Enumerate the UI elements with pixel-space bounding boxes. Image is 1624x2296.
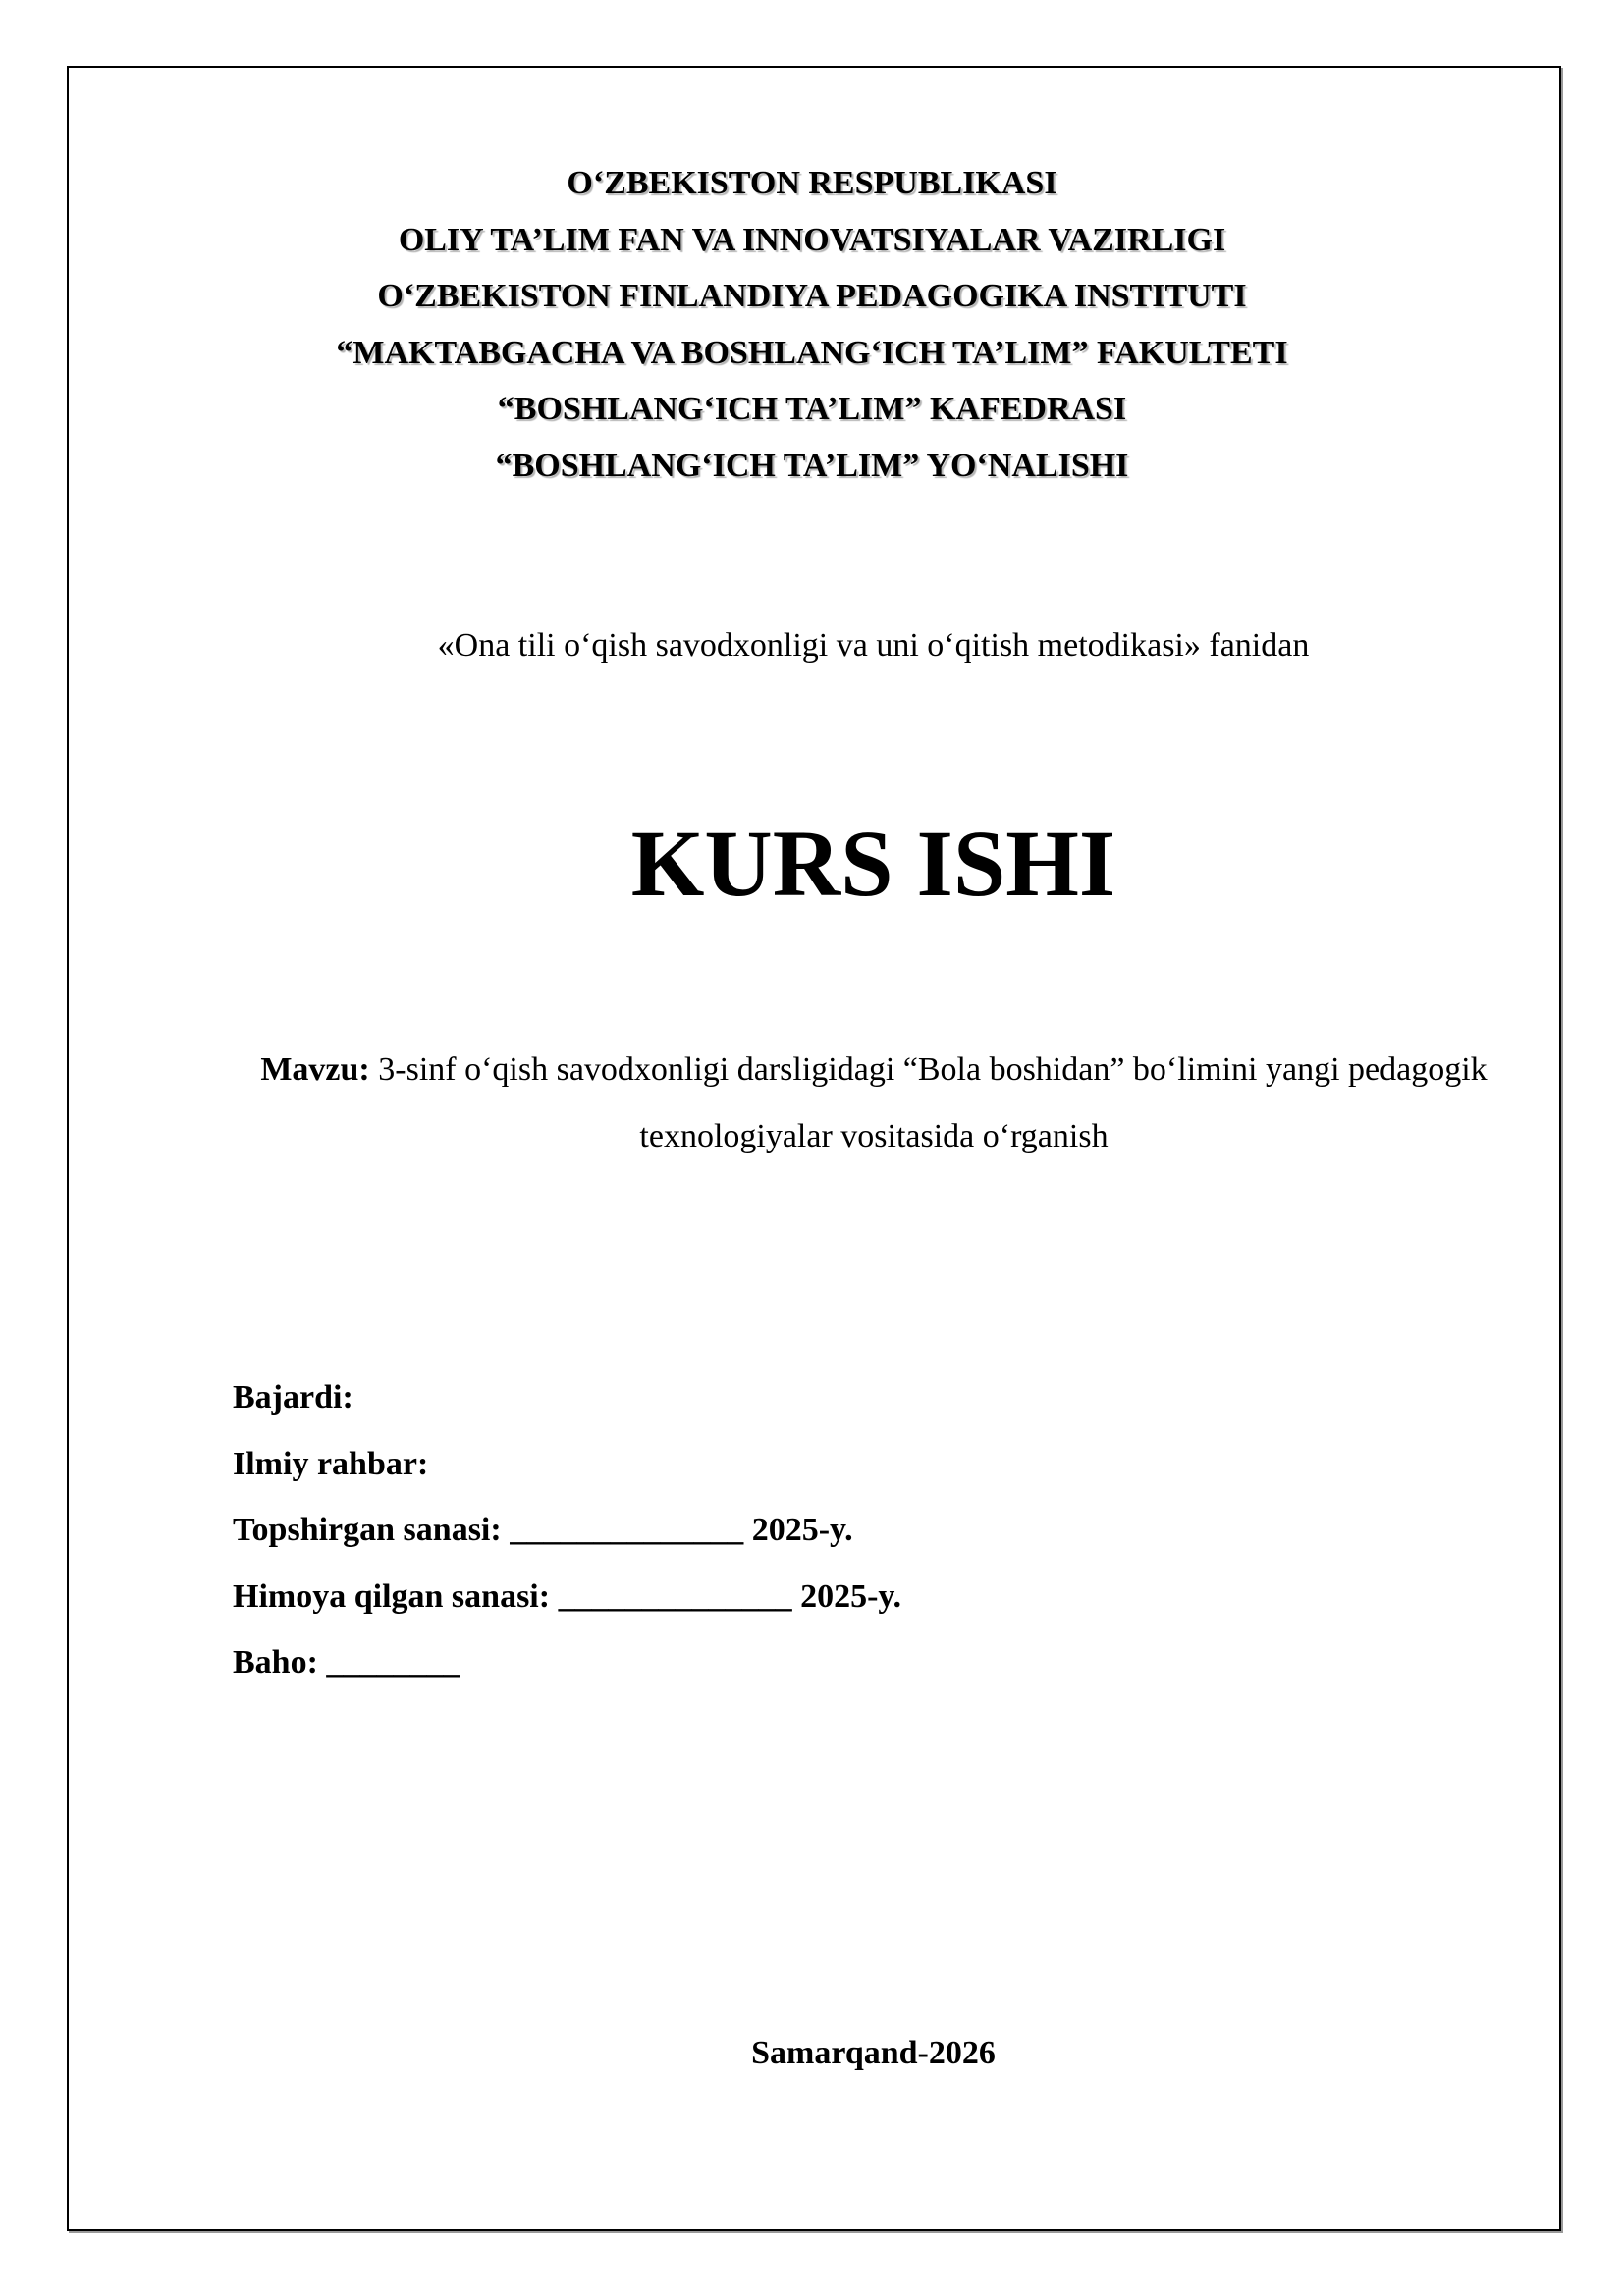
subject-line: «Ona tili o‘qish savodxonligi va uni o‘qitish metodikasi» fanidan — [437, 627, 1310, 664]
header-ministry: OLIY TA’LIM FAN VA INNOVATSIYALAR VAZIRLIGI — [398, 221, 1226, 258]
header-country: O‘ZBEKISTON RESPUBLIKASI — [567, 165, 1057, 201]
header-department: “BOSHLANG‘ICH TA’LIM” KAFEDRASI — [497, 391, 1127, 427]
document-title: KURS ISHI — [630, 811, 1116, 916]
header-institute: O‘ZBEKISTON FINLANDIYA PEDAGOGIKA INSTITUTI — [377, 278, 1247, 314]
supervisor-field: Ilmiy rahbar: — [233, 1445, 429, 1482]
topic-text: 3-sinf o‘qish savodxonligi darsligidagi “Bola boshidan” bo‘limini yangi pedagogik texnologiyalar vositasida o‘rganish — [369, 1051, 1488, 1154]
topic-label: Mavzu: — [260, 1051, 370, 1088]
header-direction: “BOSHLANG‘ICH TA’LIM” YO‘NALISHI — [495, 447, 1129, 484]
grade-field: Baho: ________ — [233, 1644, 460, 1681]
institution-header — [0, 155, 1624, 494]
defense-date-field: Himoya qilgan sanasi: ______________ 2025-y. — [233, 1577, 902, 1615]
info-block — [233, 1364, 1411, 1696]
city-year-footer: Samarqand-2026 — [751, 2035, 996, 2071]
topic-paragraph — [236, 1037, 1512, 1170]
header-faculty: “MAKTABGACHA VA BOSHLANG‘ICH TA’LIM” FAKULTETI — [336, 334, 1288, 371]
performer-field: Bajardi: — [233, 1379, 353, 1415]
submission-date-field: Topshirgan sanasi: ______________ 2025-y. — [233, 1512, 853, 1548]
